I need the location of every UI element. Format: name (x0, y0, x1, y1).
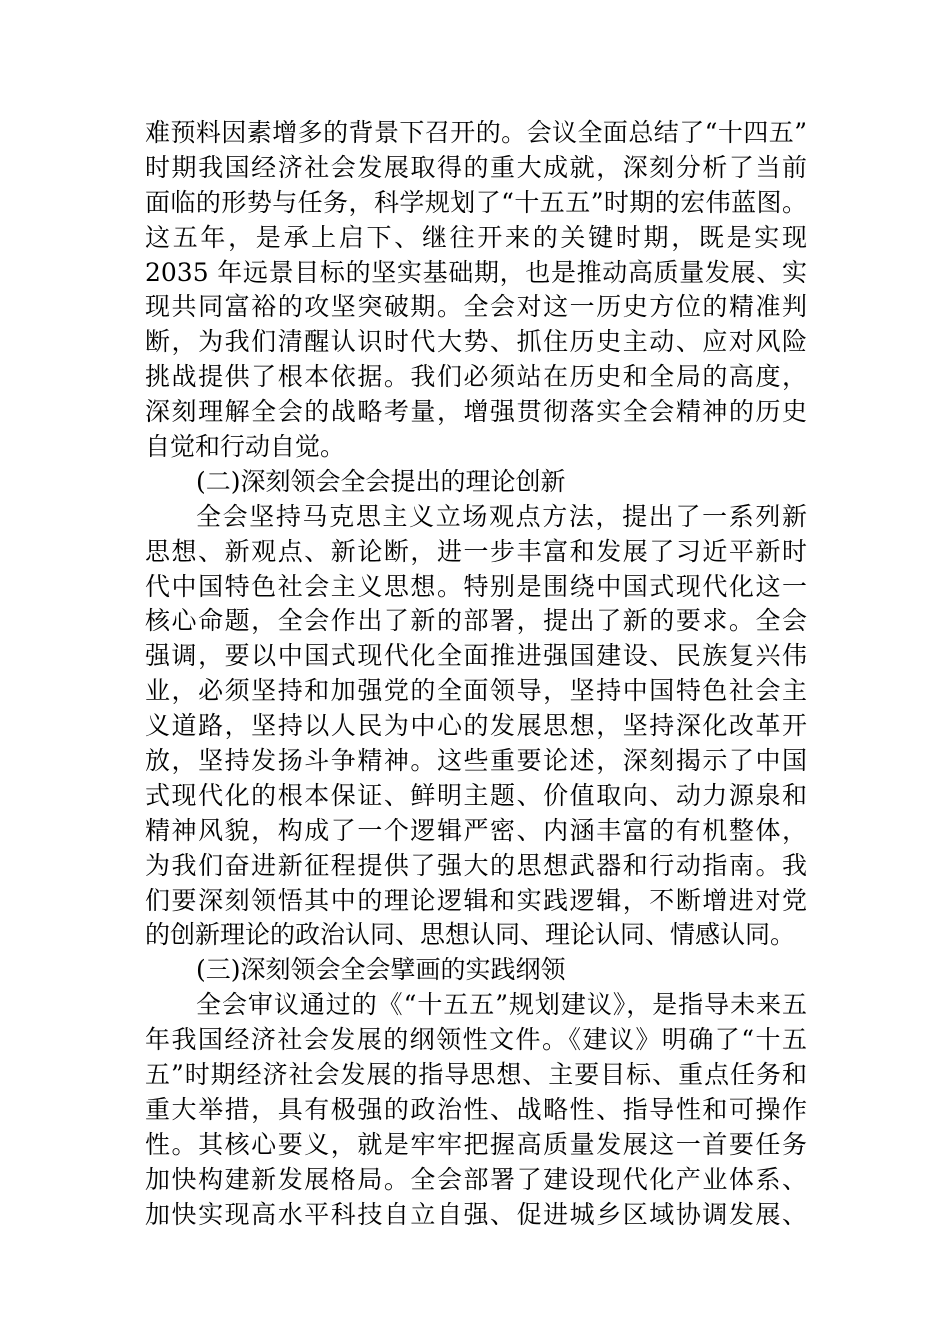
text-line: 思想、新观点、新论断，进一步丰富和发展了习近平新时 (145, 536, 807, 566)
text-line: 们要深刻领悟其中的理论逻辑和实践逻辑，不断增进对党 (145, 885, 807, 915)
text-line: 断，为我们清醒认识时代大势、抓住历史主动、应对风险 (145, 327, 807, 357)
section-heading: (二)深刻领会全会提出的理论创新 (196, 466, 566, 496)
text-line: 面临的形势与任务，科学规划了“十五五”时期的宏伟蓝图。 (145, 187, 807, 217)
text-line: 义道路，坚持以人民为中心的发展思想，坚持深化改革开 (145, 711, 807, 741)
text-line: 精神风貌，构成了一个逻辑严密、内涵丰富的有机整体， (145, 815, 807, 845)
text-line: 年我国经济社会发展的纲领性文件。《建议》明确了“十五 (145, 1025, 807, 1055)
text-line: 全会坚持马克思主义立场观点方法，提出了一系列新 (196, 501, 807, 531)
text-line: 加快实现高水平科技自立自强、促进城乡区域协调发展、 (145, 1199, 807, 1229)
text-line: 现共同富裕的攻坚突破期。全会对这一历史方位的精准判 (145, 292, 807, 322)
text-line: 这五年，是承上启下、继往开来的关键时期，既是实现 (145, 222, 807, 252)
text-line: 代中国特色社会主义思想。特别是围绕中国式现代化这一 (145, 571, 807, 601)
text-line: 式现代化的根本保证、鲜明主题、价值取向、动力源泉和 (145, 780, 807, 810)
text-line: 2035 年远景目标的坚实基础期，也是推动高质量发展、实 (145, 257, 807, 287)
text-line: 强调，要以中国式现代化全面推进强国建设、民族复兴伟 (145, 641, 807, 671)
paragraph-historical-position (145, 116, 807, 465)
text-line: 挑战提供了根本依据。我们必须站在历史和全局的高度， (145, 362, 807, 392)
text-line: 核心命题，全会作出了新的部署，提出了新的要求。全会 (145, 606, 807, 636)
text-line: 性。其核心要义，就是牢牢把握高质量发展这一首要任务 (145, 1129, 807, 1159)
text-line: 的创新理论的政治认同、思想认同、理论认同、情感认同。 (145, 920, 796, 950)
text-line: 业，必须坚持和加强党的全面领导，坚持中国特色社会主 (145, 676, 807, 706)
text-line: 全会审议通过的《“十五五”规划建议》，是指导未来五 (196, 990, 807, 1020)
text-line: 重大举措，具有极强的政治性、战略性、指导性和可操作 (145, 1094, 807, 1124)
section-heading: (三)深刻领会全会擘画的实践纲领 (196, 955, 566, 985)
text-line: 时期我国经济社会发展取得的重大成就，深刻分析了当前 (145, 152, 807, 182)
section-heading-practice (145, 953, 807, 988)
document-page (145, 116, 807, 1233)
text-line: 五”时期经济社会发展的指导思想、主要目标、重点任务和 (145, 1060, 807, 1090)
text-line: 深刻理解全会的战略考量，增强贯彻落实全会精神的历史 (145, 397, 807, 427)
text-line: 难预料因素增多的背景下召开的。会议全面总结了“十四五” (145, 118, 807, 147)
paragraph-theory-innovation (145, 500, 807, 954)
section-heading-theory (145, 465, 807, 500)
text-line: 放，坚持发扬斗争精神。这些重要论述，深刻揭示了中国 (145, 746, 807, 776)
text-line: 自觉和行动自觉。 (145, 432, 346, 462)
text-line: 加快构建新发展格局。全会部署了建设现代化产业体系、 (145, 1164, 807, 1194)
text-line: 为我们奋进新征程提供了强大的思想武器和行动指南。我 (145, 850, 807, 880)
paragraph-practice-program (145, 988, 807, 1232)
